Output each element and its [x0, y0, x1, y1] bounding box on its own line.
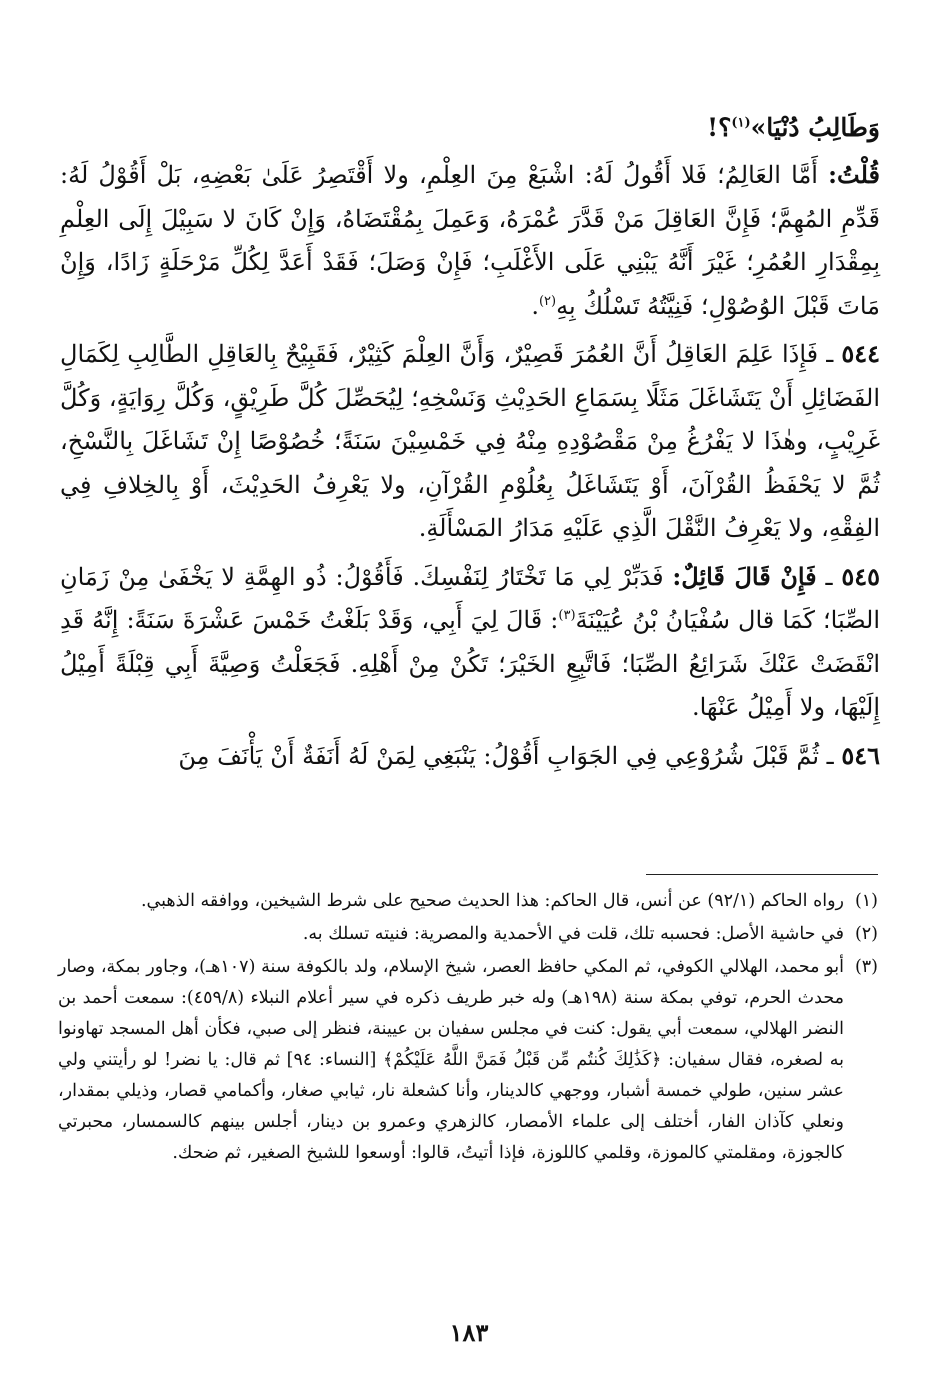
heading-line	[60, 105, 880, 151]
paragraph-545: ٥٤٥ ـ فَإِنْ قَالَ قَائِلٌ: فَدَبِّرْ لِي مَا تَخْتَارُ لِنَفْسِكَ. فَأَقُوْلُ: ذُو الهِمَّةِ لا يَخْفَىٰ مِنْ زَمَانِ الصِّبَا؛ كَمَا قال سُفْيَانُ بْنُ عُيَيْنَةَ$^{(٣)}$: قَالَ لِيَ أَبِي، وَقَدْ بَلَغْتُ خَمْسَ عَشْرَةَ سَنَةً: إِنَّهُ قَدِ انْقَضَتْ عَنْكَ شَرَائِعُ الصِّبَا؛ فَاتَّبِعِ الخَيْرَ؛ تَكُنْ مِنْ أَهْلِهِ. فَجَعَلْتُ وَصِيَّةَ أَبِي قِبْلَةً أَمِيْلُ إِلَيْهَا، ولا أَمِيْلُ عَنْهَا.	[60, 561, 881, 721]
footnotes	[58, 886, 878, 1171]
page-number: ١٨٣	[449, 1318, 489, 1347]
paragraph-number: ٥٤٦	[841, 740, 880, 770]
main-text	[60, 105, 880, 1365]
footnote-ref-1[interactable]: (١)	[731, 115, 751, 131]
heading-text: وَطَالِبُ دُنْيَا»	[750, 113, 880, 142]
paragraph-number: ٥٤٥	[841, 561, 880, 591]
footnote-text: في حاشية الأصل: فحسبه تلك، قلت في الأحمدية والمصرية: فنيته تسلك به.	[302, 924, 844, 944]
footnote-separator	[646, 874, 878, 875]
paragraph-qultu	[60, 153, 880, 328]
paragraph-tail: .	[531, 291, 539, 320]
footnote-2	[58, 919, 878, 950]
paragraph-text: ثُمَّ قَبْلَ شُرُوْعِي فِي الجَوَابِ أَقُوْلُ: يَنْبَغِي لِمَنْ لَهُ أَنَفَةٌ أَنْ يَأْنَفَ مِنَ	[178, 741, 820, 770]
footnote-1	[58, 886, 878, 917]
footnote-mark: (١)	[854, 891, 878, 911]
paragraph-text: أَمَّا العَالِمُ؛ فَلا أَقُولُ لَهُ: اشْبَعْ مِنَ العِلْمِ، ولا أَقْتَصِرُ عَلَىٰ بَعْضِهِ، بَلْ أَقُوْلُ لَهُ: قَدِّمِ المُهِمَّ؛ فَإِنَّ العَاقِلَ مَنْ قَدَّرَ عُمْرَهُ، وَعَمِلَ بِمُقْتَضَاهُ، وَإِنْ كَانَ لا سَبِيْلَ إِلَى العِلْمِ بِمِقْدَارِ العُمُرِ؛ غَيْرَ أَنَّهُ يَبْنِي عَلَى الأَغْلَبِ؛ فَإِنْ وَصَلَ؛ فَقَدْ أَعَدَّ لِكُلِّ مَرْحَلَةٍ زَادًا، وَإِنْ مَاتَ قَبْلَ الوُصُوْلِ؛ فَنِيَّتُهُ تَسْلُكُ بِهِ	[60, 161, 880, 320]
footnote-3	[58, 952, 878, 1169]
footnote-text: أبو محمد، الهلالي الكوفي، ثم المكي حافظ العصر، شيخ الإسلام، ولد بالكوفة سنة (١٠٧هـ)، وجاور بمكة، وصار محدث الحرم، توفي بمكة سنة (١٩٨هـ) وله خبر طريف ذكره في سير أعلام النبلاء (٤٥٩/٨): سمعت أحمد بن النضر الهلالي، سمعت أبي يقول: كنت في مجلس سفيان بن عيينة، فنظر إلى صبي، فكأن أهل المسجد تهاونوا به لصغره، فقال سفيان: ﴿كَذَٰلِكَ كُنتُم مِّن قَبْلُ فَمَنَّ اللَّهُ عَلَيْكُمْ﴾ [النساء: ٩٤] ثم قال: يا نضر! لو رأيتني ولي عشر سنين، طولي خمسة أشبار، ووجهي كالدينار، وأنا كشعلة نار، ثيابي صغار، وأكمامي قصار، وذيلي بمقدار، ونعلي كآذان الفار، أختلف إلى علماء الأمصار، كالزهري وعمرو بن دينار، أجلس بينهم كالسمسار، محبرتي كالجوزة، ومقلمتي كالموزة، وقلمي كاللوزة، فإذا أتيتُ، قالوا: أوسعوا للشيخ الصغير، ثم ضحك.	[58, 957, 845, 1163]
paragraph-label: قُلْتُ:	[828, 160, 880, 189]
paragraph-label: فَإِنْ قَالَ قَائِلٌ:	[672, 561, 817, 591]
footnote-text: رواه الحاكم (٩٢/١) عن أنس، قال الحاكم: هذا الحديث صحيح على شرط الشيخين، ووافقه الذهبي.	[140, 891, 844, 911]
paragraph-544: ٥٤٤ ـ فَإِذَا عَلِمَ العَاقِلُ أَنَّ العُمُرَ قَصِيْرٌ، وَأَنَّ العِلْمَ كَثِيْرٌ، فَقَبِيْحٌ بِالعَاقِلِ الطَّالِبِ لِكَمَالِ الفَضَائِلِ أَنْ يَتَشَاغَلَ مَثَلًا بِسَمَاعِ الحَدِيْثِ وَنَسْخِهِ؛ لِيُحَصِّلَ كُلَّ طَرِيْقٍ، وَكُلَّ رِوَايَةٍ، وَكُلَّ غَرِيْبٍ، وهٰذَا لا يَفْرُغُ مِنْ مَقْصُوْدِهِ مِنْهُ فِي خَمْسِيْنَ سَنَةً؛ خُصُوْصًا إِنْ تَشَاغَلَ بِالنَّسْخِ، ثُمَّ لا يَحْفَظُ القُرْآنَ، أَوْ يَتَشَاغَلُ بِعُلُوْمِ القُرْآنِ، ولا يَعْرِفُ الحَدِيْثَ، أَوْ بِالخِلافِ فِي الفِقْهِ، ولا يَعْرِفُ النَّقْلَ الَّذِي عَلَيْهِ مَدَارُ المَسْأَلَةِ.	[60, 339, 880, 542]
footnote-ref-2[interactable]: (٢)	[538, 293, 557, 309]
paragraph-text: فَدَبِّرْ لِي مَا تَخْتَارُ لِنَفْسِكَ. فَأَقُوْلُ: ذُو الهِمَّةِ لا يَخْفَىٰ مِنْ زَمَانِ الصِّبَا؛ كَمَا قال سُفْيَانُ بْنُ عُيَيْنَةَ	[60, 562, 881, 634]
heading-tail: ؟!	[707, 113, 732, 142]
paragraph-text: فَإِذَا عَلِمَ العَاقِلُ أَنَّ العُمُرَ قَصِيْرٌ، وَأَنَّ العِلْمَ كَثِيْرٌ، فَقَبِيْحٌ بِالعَاقِلِ الطَّالِبِ لِكَمَالِ الفَضَائِلِ أَنْ يَتَشَاغَلَ مَثَلًا بِسَمَاعِ الحَدِيْثِ وَنَسْخِهِ؛ لِيُحَصِّلَ كُلَّ طَرِيْقٍ، وَكُلَّ رِوَايَةٍ، وَكُلَّ غَرِيْبٍ، وهٰذَا لا يَفْرُغُ مِنْ مَقْصُوْدِهِ مِنْهُ فِي خَمْسِيْنَ سَنَةً؛ خُصُوْصًا إِنْ تَشَاغَلَ بِالنَّسْخِ، ثُمَّ لا يَحْفَظُ القُرْآنَ، أَوْ يَتَشَاغَلُ بِعُلُوْمِ القُرْآنِ، ولا يَعْرِفُ الحَدِيْثَ، أَوْ بِالخِلافِ فِي الفِقْهِ، ولا يَعْرِفُ النَّقْلَ الَّذِي عَلَيْهِ مَدَارُ المَسْأَلَةِ.	[60, 340, 880, 542]
paragraph-tail: : قَالَ لِيَ أَبِي، وَقَدْ بَلَغْتُ خَمْسَ عَشْرَةَ سَنَةً: إِنَّهُ قَدِ انْقَضَتْ عَنْكَ شَرَائِعُ الصِّبَا؛ فَاتَّبِعِ الخَيْرَ؛ تَكُنْ مِنْ أَهْلِهِ. فَجَعَلْتُ وَصِيَّةَ أَبِي قِبْلَةً أَمِيْلُ إِلَيْهَا، ولا أَمِيْلُ عَنْهَا.	[60, 606, 880, 721]
footnote-ref-3[interactable]: (٣)	[558, 608, 576, 623]
paragraph-546: ٥٤٦ ـ ثُمَّ قَبْلَ شُرُوْعِي فِي الجَوَابِ أَقُوْلُ: يَنْبَغِي لِمَنْ لَهُ أَنَفَةٌ أَنْ يَأْنَفَ مِنَ	[178, 740, 880, 770]
footnote-mark: (٢)	[854, 924, 878, 944]
paragraph-number: ٥٤٤	[841, 339, 880, 368]
footnote-mark: (٣)	[854, 957, 878, 977]
